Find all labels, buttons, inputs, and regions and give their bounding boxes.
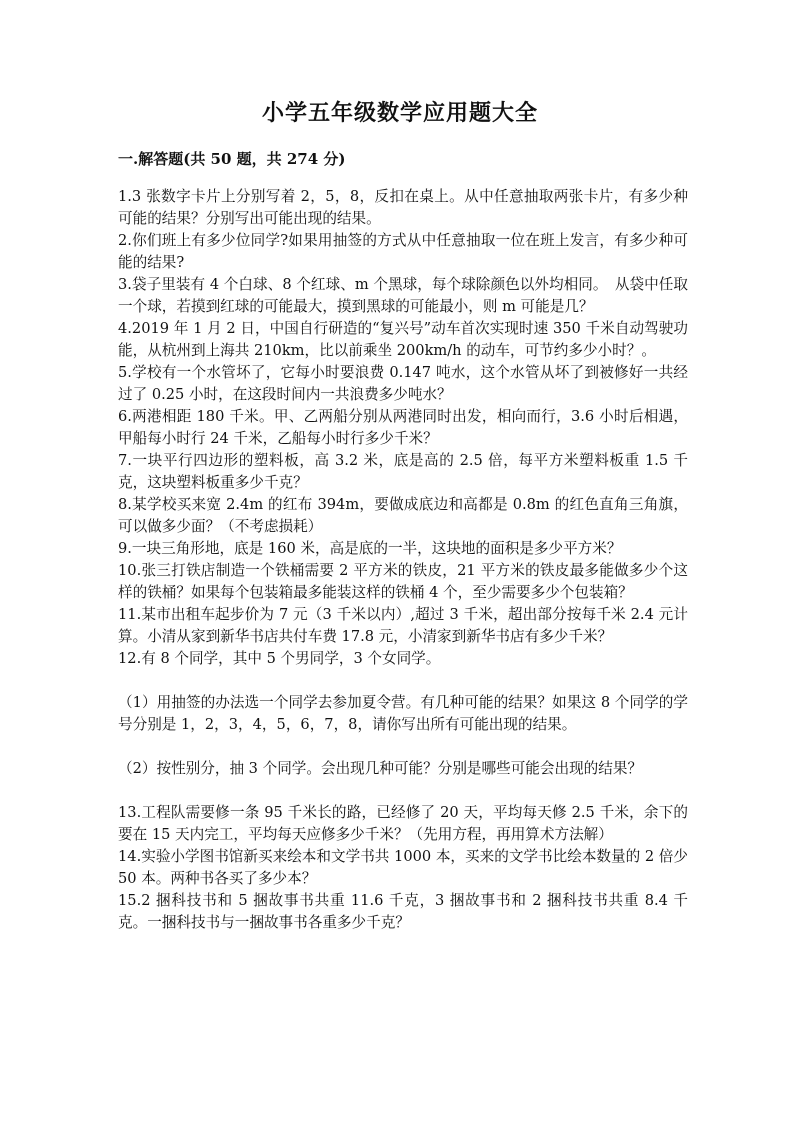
question-6: 6.两港相距 180 千米。甲、乙两船分别从两港同时出发，相向而行，3.6 小时后相遇，甲船每小时行 24 千米，乙船每小时行多少千米？ <box>118 408 688 447</box>
question-12-part-1: （1）用抽签的办法选一个同学去参加夏令营。有几种可能的结果？如果这 8 个同学的学号分别是 1，2，3，4，5，6，7，8，请你写出所有可能出现的结果。 <box>118 694 688 733</box>
question-8: 8.某学校买来宽 2.4m 的红布 394m，要做成底边和高都是 0.8m 的红色直角三角旗，可以做多少面？（不考虑损耗） <box>118 496 688 535</box>
page-title: 小学五年级数学应用题大全 <box>261 100 538 126</box>
question-3: 3.袋子里装有 4 个白球、8 个红球、m 个黑球，每个球除颜色以外均相同。 从袋中任取一个球，若摸到红球的可能最大，摸到黑球的可能最小，则 m 可能是几？ <box>118 276 688 315</box>
question-7: 7.一块平行四边形的塑料板，高 3.2 米，底是高的 2.5 倍，每平方米塑料板重 1.5 千克，这块塑料板重多少千克？ <box>118 452 688 491</box>
question-1: 1.3 张数字卡片上分别写着 2，5，8，反扣在桌上。从中任意抽取两张卡片，有多少种可能的结果？分别写出可能出现的结果。 <box>118 188 688 227</box>
question-12: 12.有 8 个同学，其中 5 个男同学，3 个女同学。 <box>118 650 441 667</box>
question-9: 9.一块三角形地，底是 160 米，高是底的一半，这块地的面积是多少平方米？ <box>118 540 622 557</box>
question-list <box>118 186 688 934</box>
question-12-part-2: （2）按性别分，抽 3 个同学。会出现几种可能？分别是哪些可能会出现的结果？ <box>118 760 643 777</box>
spacer <box>118 780 688 802</box>
question-13: 13.工程队需要修一条 95 千米长的路，已经修了 20 天，平均每天修 2.5 千米，余下的要在 15 天内完工，平均每天应修多少千米？（先用方程，再用算术方法解） <box>118 804 688 843</box>
spacer <box>118 670 688 692</box>
question-2: 2.你们班上有多少位同学?如果用抽签的方式从中任意抽取一位在班上发言，有多少种可能的结果? <box>118 232 688 271</box>
question-4: 4.2019 年 1 月 2 日，中国自行研造的“复兴号”动车首次实现时速 350 千米自动驾驶功能，从杭州到上海共 210km，比以前乘坐 200km/h 的动车，可节约多少小时？。 <box>118 320 688 359</box>
question-5: 5.学校有一个水管坏了，它每小时要浪费 0.147 吨水，这个水管从坏了到被修好一共经过了 0.25 小时，在这段时间内一共浪费多少吨水？ <box>118 364 688 403</box>
question-14: 14.实验小学图书馆新买来绘本和文学书共 1000 本，买来的文学书比绘本数量的 2 倍少 50 本。两种书各买了多少本？ <box>118 848 688 887</box>
question-11: 11.某市出租车起步价为 7 元（3 千米以内）,超过 3 千米，超出部分按每千米 2.4 元计算。小清从家到新华书店共付车费 17.8 元，小清家到新华书店有多少千米？ <box>118 606 688 645</box>
question-10: 10.张三打铁店制造一个铁桶需要 2 平方米的铁皮，21 平方米的铁皮最多能做多少个这样的铁桶？如果每个包装箱最多能装这样的铁桶 4 个，至少需要多少个包装箱？ <box>118 562 688 601</box>
question-15: 15.2 捆科技书和 5 捆故事书共重 11.6 千克，3 捆故事书和 2 捆科技书共重 8.4 千克。一捆科技书与一捆故事书各重多少千克？ <box>118 892 688 931</box>
section-heading: 一.解答题(共 50 题，共 274 分) <box>118 150 346 168</box>
spacer <box>118 736 688 758</box>
